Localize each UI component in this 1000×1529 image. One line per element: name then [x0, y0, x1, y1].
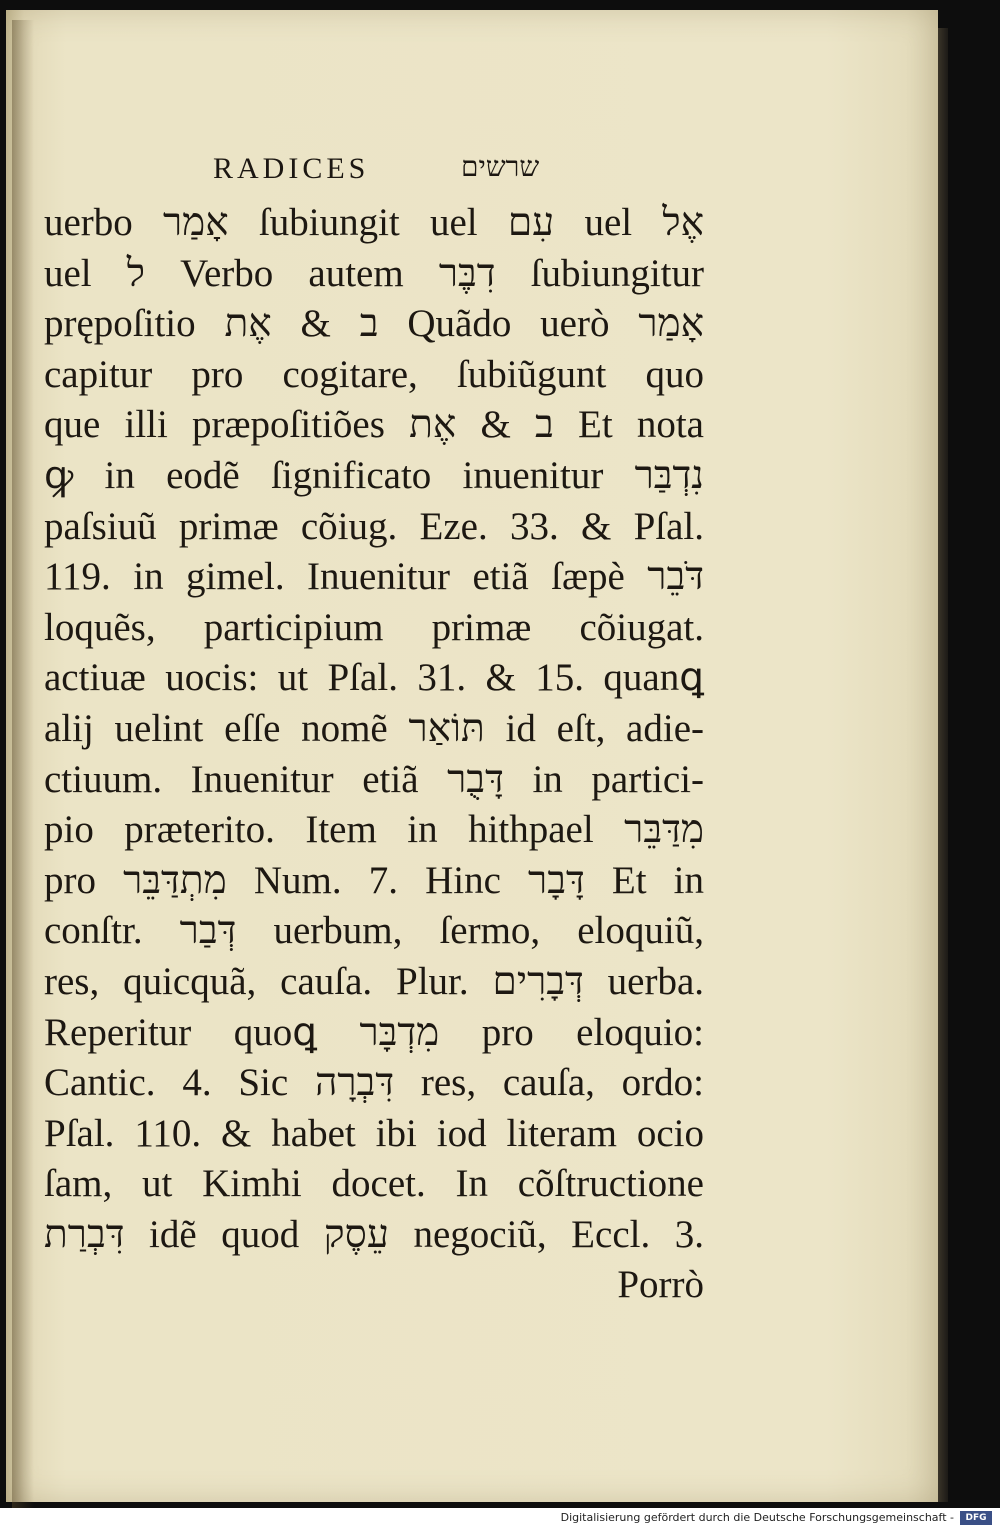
text-line: Pſal. 110. & habet ibi iod literam ocio	[44, 1111, 704, 1155]
text-line: que illi præpoſitiões ב & אֶת Et nota	[44, 403, 704, 447]
page-header	[6, 148, 938, 198]
catchword: Porrò	[617, 1263, 704, 1307]
page-edge	[938, 28, 948, 1502]
dfg-logo: DFG	[960, 1511, 992, 1525]
body-text	[44, 198, 704, 1311]
digitization-footer	[0, 1508, 1000, 1529]
text-line: uel ל Verbo autem דִבֶּר ſubiungitur	[44, 251, 704, 295]
running-title: RADICES	[213, 152, 370, 185]
text-line: res, quicquã, cauſa. Plur. דְּבָרִים uerba.	[44, 959, 704, 1003]
funding-credit: Digitalisierung gefördert durch die Deutsche Forschungsgemeinschaft -	[560, 1511, 954, 1524]
text-line: Reperitur quoꝗ מִדְבָּר pro eloquio:	[44, 1010, 704, 1054]
text-line: prępoſitio ב & אֶת Quãdo uerò אָמַר	[44, 302, 704, 346]
text-line: דִּבְרַת idẽ quod עֵסֶק negociũ, Eccl. 3.	[44, 1212, 704, 1256]
text-line: 119. in gimel. Inuenitur etiã ſæpè דֹּבֵר	[44, 555, 704, 599]
text-line: alij uelint eſſe nomẽ תּוֹאַר id eſt, adie-	[44, 706, 704, 750]
text-line: capitur pro cogitare, ſubiũgunt quo	[44, 352, 704, 396]
text-line: uerbo אָמַר ſubiungit uel עִם uel אֶל	[44, 201, 704, 244]
text-line: conſtr. דְּבַר uerbum, ſermo, eloquiũ,	[44, 909, 704, 953]
spine-shadow	[12, 20, 34, 1512]
text-line: loquẽs, participium primæ cõiugat.	[44, 605, 704, 649]
text-line: ctiuum. Inuenitur etiã דָּבֻר in partici-	[44, 757, 704, 801]
hebrew-running-title: שרשים	[461, 150, 540, 183]
text-line: ſam, ut Kimhi docet. In cõſtructione	[44, 1162, 704, 1206]
text-line: paſsiuũ primæ cõiug. Eze. 33. & Pſal.	[44, 504, 704, 548]
book-page	[6, 10, 938, 1502]
text-line: actiuæ uocis: ut Pſal. 31. & 15. quanꝗ	[44, 656, 704, 700]
text-line: pio præterito. Item in hithpael מִדַּבֵּר	[44, 808, 704, 852]
text-line: Cantic. 4. Sic דִּבְרָה res, cauſa, ordo:	[44, 1061, 704, 1105]
text-line: ꝙ in eodẽ ſignificato inuenitur נִדְבַּר	[44, 453, 704, 497]
text-line: pro מִתְדַּבֵּר Num. 7. Hinc דָּבָר Et in	[44, 858, 704, 902]
